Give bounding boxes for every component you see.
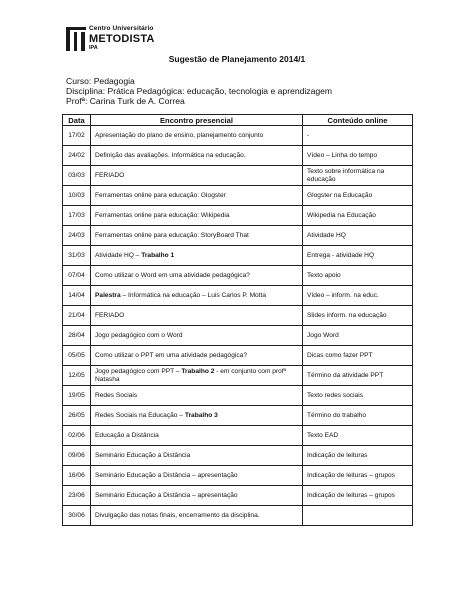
schedule-table — [62, 114, 413, 526]
table-row — [63, 446, 413, 466]
online-cell: Vídeo – inform. na educ. — [303, 286, 413, 306]
course-line: Curso: Pedagogia — [66, 76, 135, 86]
header-online: Conteúdo online — [303, 115, 413, 126]
encontro-cell — [91, 366, 303, 386]
date-cell: 07/04 — [63, 266, 91, 286]
encontro-text-post: – Informática na educação – Luis Carlos P. Motta — [120, 291, 267, 299]
online-cell: Indicação de leituras — [303, 446, 413, 466]
encontro-cell: Seminário Educação a Distância – apresentação — [91, 466, 303, 486]
table-row — [63, 426, 413, 446]
table-row — [63, 506, 413, 526]
encontro-text-bold: Trabalho 3 — [184, 411, 218, 419]
encontro-cell: Apresentação do plano de ensino, planejamento conjunto — [91, 126, 303, 146]
encontro-cell: FERIADO — [91, 306, 303, 326]
table-row — [63, 346, 413, 366]
date-cell: 30/06 — [63, 506, 91, 526]
online-cell: Slides inform. na educação — [303, 306, 413, 326]
header-date: Data — [63, 115, 91, 126]
online-cell: Texto apoio — [303, 266, 413, 286]
online-cell: Dicas como fazer PPT — [303, 346, 413, 366]
encontro-cell: Seminário Educação a Distância — [91, 446, 303, 466]
table-row — [63, 286, 413, 306]
online-cell: Indicação de leituras – grupos — [303, 466, 413, 486]
encontro-text-pre: Jogo pedagógico com PPT – — [95, 368, 182, 375]
encontro-cell: FERIADO — [91, 166, 303, 186]
table-row — [63, 226, 413, 246]
date-cell: 02/06 — [63, 426, 91, 446]
encontro-text-bold: Trabalho 2 — [181, 368, 215, 375]
encontro-cell: Educação a Distância — [91, 426, 303, 446]
table-row — [63, 186, 413, 206]
encontro-cell: Ferramentas online para educação: StoryBoard That — [91, 226, 303, 246]
date-cell: 23/06 — [63, 486, 91, 506]
date-cell: 28/04 — [63, 326, 91, 346]
date-cell: 26/05 — [63, 406, 91, 426]
encontro-cell: Como utilizar o Word em uma atividade pedagógica? — [91, 266, 303, 286]
date-cell: 24/03 — [63, 226, 91, 246]
date-cell: 14/04 — [63, 286, 91, 306]
table-row — [63, 366, 413, 386]
course-info — [66, 76, 332, 106]
table-row — [63, 326, 413, 346]
professor-line: Profª: Carina Turk de A. Correa — [66, 96, 185, 106]
date-cell: 09/06 — [63, 446, 91, 466]
online-cell: Glogster na Educação — [303, 186, 413, 206]
date-cell: 17/02 — [63, 126, 91, 146]
table-row — [63, 126, 413, 146]
date-cell: 10/03 — [63, 186, 91, 206]
online-cell: Wikipedia na Educação — [303, 206, 413, 226]
online-cell: Atividade HQ — [303, 226, 413, 246]
encontro-text-pre: Atividade HQ – — [95, 251, 142, 259]
institution-logo — [66, 26, 155, 51]
date-cell: 24/02 — [63, 146, 91, 166]
encontro-text-pre: Redes Sociais na Educação – — [95, 411, 185, 419]
table-row — [63, 206, 413, 226]
table-row — [63, 486, 413, 506]
metodista-logo-icon — [66, 27, 86, 51]
date-cell: 19/05 — [63, 386, 91, 406]
table-row — [63, 466, 413, 486]
table-header-row — [63, 115, 413, 126]
logo-line-1: Centro Universitário — [89, 25, 154, 32]
online-cell: Término do trabalho — [303, 406, 413, 426]
encontro-cell: Ferramentas online para educação: Glogster — [91, 186, 303, 206]
online-cell: Término da atividade PPT — [303, 366, 413, 386]
table-row — [63, 386, 413, 406]
encontro-cell: Como utilizar o PPT em uma atividade pedagógica? — [91, 346, 303, 366]
encontro-text-bold: Trabalho 1 — [141, 251, 175, 259]
table-row — [63, 246, 413, 266]
online-cell: Texto sobre informática na educação — [303, 166, 413, 186]
date-cell: 31/03 — [63, 246, 91, 266]
online-cell: Indicação de leituras – grupos — [303, 486, 413, 506]
encontro-cell: Ferramentas online para educação: Wikipedia — [91, 206, 303, 226]
date-cell: 21/04 — [63, 306, 91, 326]
table-row — [63, 166, 413, 186]
header-encontro: Encontro presencial — [91, 115, 303, 126]
date-cell: 12/05 — [63, 366, 91, 386]
online-cell: Texto EAD — [303, 426, 413, 446]
online-cell — [303, 506, 413, 526]
online-cell: Entrega - atividade HQ — [303, 246, 413, 266]
encontro-text-bold: Palestra — [95, 291, 121, 299]
encontro-cell: Jogo pedagógico com o Word — [91, 326, 303, 346]
table-row — [63, 306, 413, 326]
encontro-cell: Redes Sociais — [91, 386, 303, 406]
online-cell: Jogo Word — [303, 326, 413, 346]
online-cell: - — [303, 126, 413, 146]
online-cell: Texto redes sociais — [303, 386, 413, 406]
date-cell: 05/05 — [63, 346, 91, 366]
date-cell: 17/03 — [63, 206, 91, 226]
table-row — [63, 266, 413, 286]
date-cell: 16/06 — [63, 466, 91, 486]
encontro-cell: Definição das avaliações. Informática na educação. — [91, 146, 303, 166]
discipline-line: Disciplina: Prática Pedagógica: educação, tecnologia e aprendizagem — [66, 86, 333, 96]
logo-line-2: METODISTA — [89, 32, 155, 45]
encontro-cell — [91, 406, 303, 426]
encontro-cell: Seminário Educação a Distância – apresentação — [91, 486, 303, 506]
encontro-cell: Divulgação das notas finais, encerramento da disciplina. — [91, 506, 303, 526]
logo-line-3: IPA — [89, 44, 98, 51]
encontro-text-post: - em conjunto com profª Natasha — [95, 368, 287, 383]
table-row — [63, 146, 413, 166]
encontro-cell — [91, 286, 303, 306]
online-cell: Vídeo – Linha do tempo — [303, 146, 413, 166]
table-row — [63, 406, 413, 426]
encontro-cell — [91, 246, 303, 266]
document-title: Sugestão de Planejamento 2014/1 — [168, 54, 306, 64]
date-cell: 03/03 — [63, 166, 91, 186]
